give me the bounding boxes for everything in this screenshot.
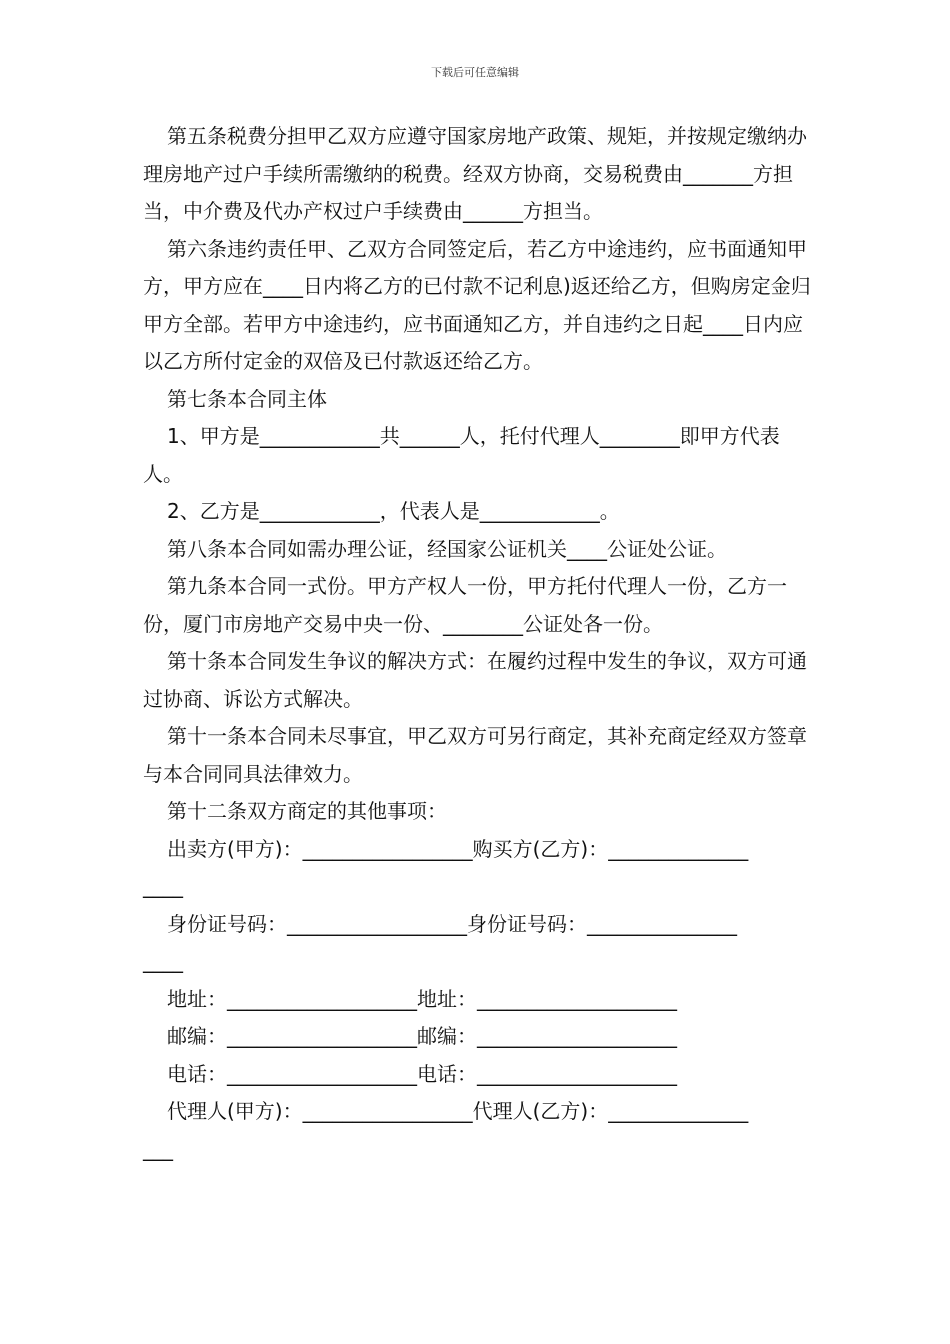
contract-body — [143, 118, 813, 1168]
clause-7-party-a: 1、甲方是____________共______人，托付代理人________即甲方代表人。 — [143, 424, 780, 486]
signature-id-numbers-tail: ____ — [143, 949, 183, 973]
clause-7-parties: 第七条本合同主体 — [167, 386, 327, 411]
signature-postcode: 邮编：___________________邮编：____________________ — [167, 1024, 677, 1048]
clause-6-breach: 第六条违约责任甲、乙双方合同签定后，若乙方中途违约，应书面通知甲方，甲方应在____日内将乙方的已付款不记利息)返还给乙方，但购房定金归甲方全部。若甲方中途违约，应书面通知乙方，并自违约之日起____日内应以乙方所付定金的双倍及已付款返还给乙方。 — [143, 236, 811, 373]
signature-seller-buyer: 出卖方(甲方)：_________________购买方(乙方)：______________ — [167, 836, 749, 861]
clause-9-copies: 第九条本合同一式份。甲方产权人一份，甲方托付代理人一份，乙方一份，厦门市房地产交易中央一份、________公证处各一份。 — [143, 574, 787, 636]
clause-5-taxes: 第五条税费分担甲乙双方应遵守国家房地产政策、规矩，并按规定缴纳办理房地产过户手续所需缴纳的税费。经双方协商，交易税费由_______方担当，中介费及代办产权过户手续费由______方担当。 — [143, 124, 807, 223]
signature-id-numbers: 身份证号码：__________________身份证号码：_______________ — [167, 911, 737, 936]
clause-11-supplement: 第十一条本合同未尽事宜，甲乙双方可另行商定，其补充商定经双方签章与本合同同具法律效力。 — [143, 724, 807, 786]
clause-7-party-b: 2、乙方是____________，代表人是____________。 — [167, 499, 620, 523]
signature-phone: 电话：___________________电话：____________________ — [167, 1061, 677, 1086]
signature-agent-tail: ___ — [143, 1136, 173, 1161]
clause-8-notarization: 第八条本合同如需办理公证，经国家公证机关____公证处公证。 — [167, 536, 727, 561]
page-header: 下载后可任意编辑 — [431, 66, 519, 79]
signature-address: 地址：___________________地址：____________________ — [167, 986, 677, 1011]
signature-agent: 代理人(甲方)：_________________代理人(乙方)：______________ — [167, 1099, 749, 1123]
clause-10-disputes: 第十条本合同发生争议的解决方式：在履约过程中发生的争议，双方可通过协商、诉讼方式解决。 — [143, 649, 807, 711]
clause-12-other: 第十二条双方商定的其他事项： — [167, 799, 447, 823]
signature-seller-buyer-tail: ____ — [143, 874, 183, 898]
